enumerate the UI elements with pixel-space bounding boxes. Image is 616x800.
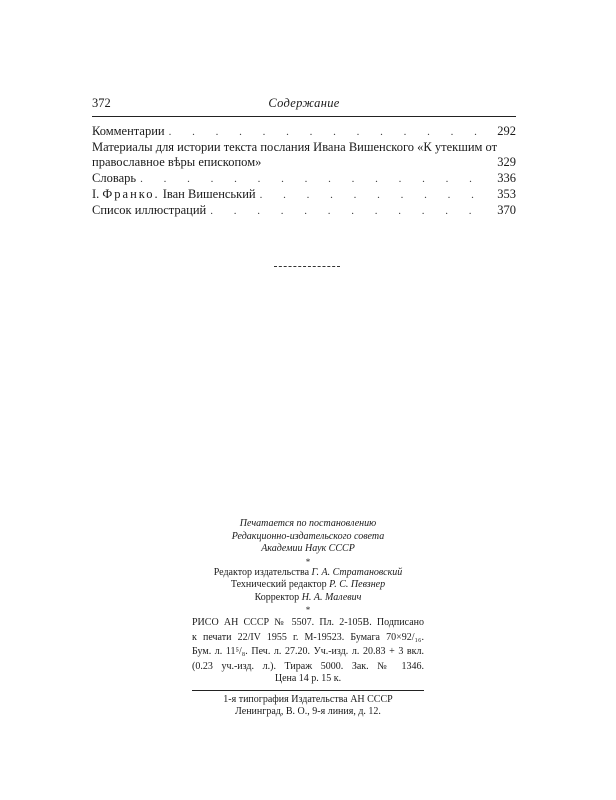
separator-asterisk: * — [305, 605, 311, 615]
dot-leader — [210, 204, 488, 219]
toc-entry-title-line2: православное вѣры епископом» — [92, 155, 262, 169]
imprint-block — [192, 518, 424, 719]
approval-line: Редакционно-издательского совета — [231, 530, 385, 542]
printer-line: Ленинград, В. О., 9-я линия, д. 12. — [235, 706, 381, 717]
page-number: 372 — [92, 96, 111, 110]
toc-entry — [92, 187, 516, 203]
toc-entry-page: 353 — [497, 187, 516, 201]
toc-entry-title — [92, 187, 256, 202]
credit-role: Корректор — [254, 591, 300, 603]
approval-line: Печатается по постановлению — [239, 518, 377, 529]
credit-line — [192, 579, 424, 592]
toc-entry-page: 336 — [497, 171, 516, 185]
credit-name: Р. С. Певзнер — [329, 579, 386, 590]
running-title: Содержание — [268, 96, 340, 110]
separator-asterisk: * — [305, 556, 311, 567]
publication-line: к печати 22/IV 1955 г. М-19523. Бумага 70×92/₁₆. — [192, 631, 424, 643]
credit-line — [192, 567, 424, 580]
toc-entry-title: Словарь — [92, 171, 137, 185]
end-ornament-rule — [274, 266, 340, 267]
toc-entry — [92, 124, 516, 140]
dot-leader — [140, 172, 488, 187]
imprint-rule — [192, 690, 424, 691]
printer-line: 1-я типография Издательства АН СССР — [223, 693, 393, 705]
table-of-contents — [92, 124, 516, 219]
toc-entry-title: Список иллюстраций — [92, 203, 207, 217]
publication-line: РИСО АН СССР № 5507. Пл. 2-105В. Подписано — [192, 617, 424, 628]
toc-entry — [92, 140, 516, 171]
toc-entry — [92, 171, 516, 187]
credit-name: Н. А. Малевич — [301, 591, 362, 603]
publication-line: Бум. л. 11⁵/₈. Печ. л. 27.20. Уч.-изд. л. 20.83 + 3 вкл. — [192, 646, 424, 657]
credit-name: Г. А. Стратановский — [311, 566, 403, 578]
dot-leader — [169, 125, 488, 140]
toc-entry-author: Франко. — [102, 187, 160, 201]
toc-entry-page: 370 — [497, 203, 516, 217]
toc-entry-title-line1: Материалы для истории текста послания Ивана Вишенского «К утекшим от — [92, 140, 498, 154]
dot-leader — [260, 188, 488, 203]
toc-entry — [92, 203, 516, 219]
toc-entry-title: Комментарии — [92, 124, 165, 138]
toc-entry-page: 329 — [497, 155, 516, 169]
credit-role: Редактор издательства — [213, 566, 310, 578]
credit-role: Технический редактор — [230, 579, 327, 590]
toc-entry-title-rest: Іван Вишенський — [162, 187, 256, 201]
toc-entry-title-prefix: І. — [92, 187, 100, 201]
approval-line: Академии Наук СССР — [261, 543, 355, 554]
publication-line: (0.23 уч.-изд. л.). Тираж 5000. Зак. № 1346. — [192, 660, 424, 672]
price-line: Цена 14 р. 15 к. — [274, 673, 342, 684]
credit-line — [192, 592, 424, 605]
toc-entry-page: 292 — [497, 124, 516, 138]
running-head — [92, 96, 516, 112]
header-rule — [92, 116, 516, 117]
